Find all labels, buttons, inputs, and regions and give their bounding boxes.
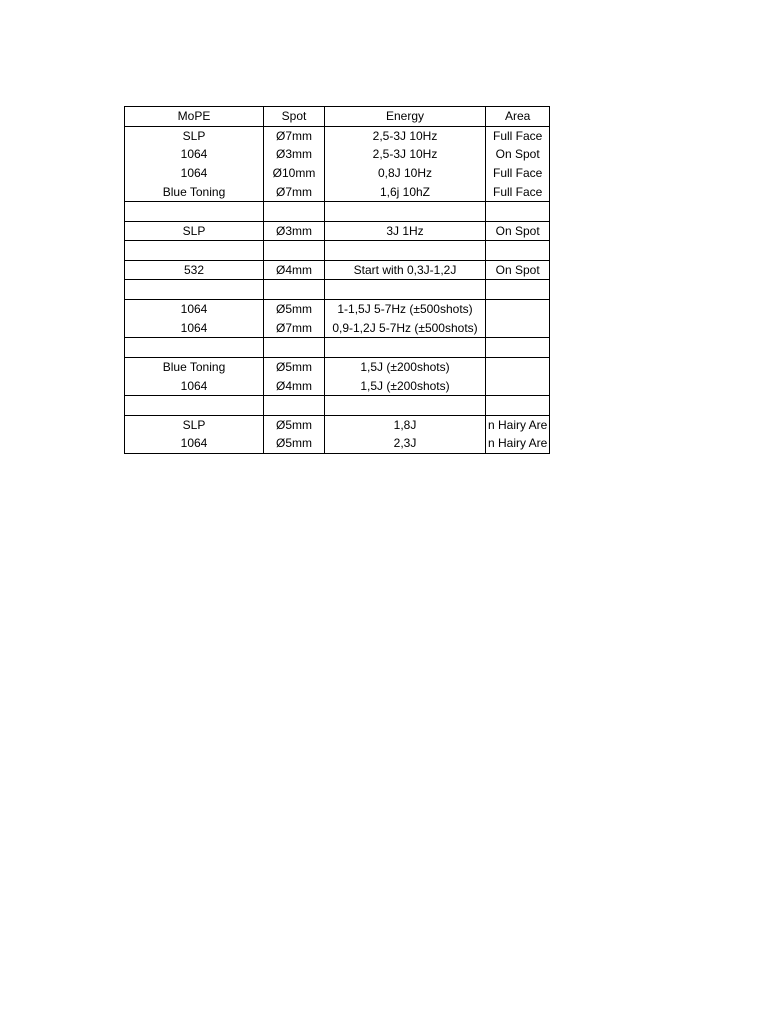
cell-area: On Spot: [486, 145, 550, 164]
cell-area: [486, 376, 550, 395]
cell-spot: Ø10mm: [264, 164, 325, 183]
spacer-row: [125, 280, 550, 300]
cell-area: n Hairy Are: [486, 434, 550, 453]
cell-energy: [325, 241, 486, 261]
cell-energy: 0,9-1,2J 5-7Hz (±500shots): [325, 319, 486, 338]
protocol-table: [124, 106, 550, 454]
cell-energy: 1,5J (±200shots): [325, 357, 486, 376]
table-row: [125, 415, 550, 434]
cell-spot: Ø4mm: [264, 376, 325, 395]
cell-spot: [264, 280, 325, 300]
cell-energy: [325, 395, 486, 415]
cell-energy: [325, 280, 486, 300]
table-row: [125, 260, 550, 280]
cell-mope: 1064: [125, 319, 264, 338]
cell-area: [486, 299, 550, 318]
cell-area: [486, 395, 550, 415]
cell-spot: Ø5mm: [264, 357, 325, 376]
cell-mope: [125, 241, 264, 261]
cell-energy: 0,8J 10Hz: [325, 164, 486, 183]
cell-spot: Ø3mm: [264, 221, 325, 241]
cell-spot: [264, 201, 325, 221]
cell-mope: [125, 280, 264, 300]
header-mope: MoPE: [125, 107, 264, 127]
cell-area: [486, 357, 550, 376]
table-row: [125, 126, 550, 145]
cell-area: n Hairy Are: [486, 415, 550, 434]
spacer-row: [125, 201, 550, 221]
cell-area: Full Face: [486, 182, 550, 201]
cell-mope: [125, 338, 264, 358]
spacer-row: [125, 395, 550, 415]
cell-spot: [264, 338, 325, 358]
cell-energy: 1,5J (±200shots): [325, 376, 486, 395]
cell-spot: Ø7mm: [264, 126, 325, 145]
cell-spot: Ø4mm: [264, 260, 325, 280]
table-header-row: [125, 107, 550, 127]
cell-energy: [325, 201, 486, 221]
cell-energy: 2,5-3J 10Hz: [325, 145, 486, 164]
cell-area: [486, 338, 550, 358]
cell-mope: SLP: [125, 126, 264, 145]
cell-spot: Ø7mm: [264, 319, 325, 338]
cell-mope: 532: [125, 260, 264, 280]
table-row: [125, 376, 550, 395]
cell-energy: Start with 0,3J-1,2J: [325, 260, 486, 280]
cell-mope: 1064: [125, 164, 264, 183]
header-energy: Energy: [325, 107, 486, 127]
cell-energy: 1,8J: [325, 415, 486, 434]
cell-spot: [264, 395, 325, 415]
cell-energy: [325, 338, 486, 358]
cell-mope: 1064: [125, 145, 264, 164]
table-row: [125, 319, 550, 338]
cell-spot: Ø5mm: [264, 299, 325, 318]
table-row: [125, 299, 550, 318]
cell-energy: 1-1,5J 5-7Hz (±500shots): [325, 299, 486, 318]
cell-mope: SLP: [125, 415, 264, 434]
cell-mope: 1064: [125, 376, 264, 395]
table-row: [125, 164, 550, 183]
cell-area: On Spot: [486, 260, 550, 280]
cell-mope: Blue Toning: [125, 357, 264, 376]
cell-energy: 2,5-3J 10Hz: [325, 126, 486, 145]
cell-area: [486, 241, 550, 261]
cell-energy: 2,3J: [325, 434, 486, 453]
cell-area: Full Face: [486, 164, 550, 183]
spacer-row: [125, 241, 550, 261]
cell-area: Full Face: [486, 126, 550, 145]
cell-area: On Spot: [486, 221, 550, 241]
table-row: [125, 221, 550, 241]
cell-mope: 1064: [125, 434, 264, 453]
cell-spot: Ø7mm: [264, 182, 325, 201]
table-row: [125, 145, 550, 164]
cell-spot: Ø3mm: [264, 145, 325, 164]
cell-area: [486, 319, 550, 338]
table-row: [125, 357, 550, 376]
spacer-row: [125, 338, 550, 358]
table-row: [125, 182, 550, 201]
cell-spot: Ø5mm: [264, 434, 325, 453]
cell-energy: 1,6j 10hZ: [325, 182, 486, 201]
header-area: Area: [486, 107, 550, 127]
cell-area: [486, 280, 550, 300]
cell-mope: [125, 201, 264, 221]
cell-mope: [125, 395, 264, 415]
protocol-table-body: [125, 107, 550, 454]
cell-spot: [264, 241, 325, 261]
table-row: [125, 434, 550, 453]
cell-mope: 1064: [125, 299, 264, 318]
cell-mope: SLP: [125, 221, 264, 241]
cell-mope: Blue Toning: [125, 182, 264, 201]
cell-area: [486, 201, 550, 221]
cell-spot: Ø5mm: [264, 415, 325, 434]
cell-energy: 3J 1Hz: [325, 221, 486, 241]
header-spot: Spot: [264, 107, 325, 127]
